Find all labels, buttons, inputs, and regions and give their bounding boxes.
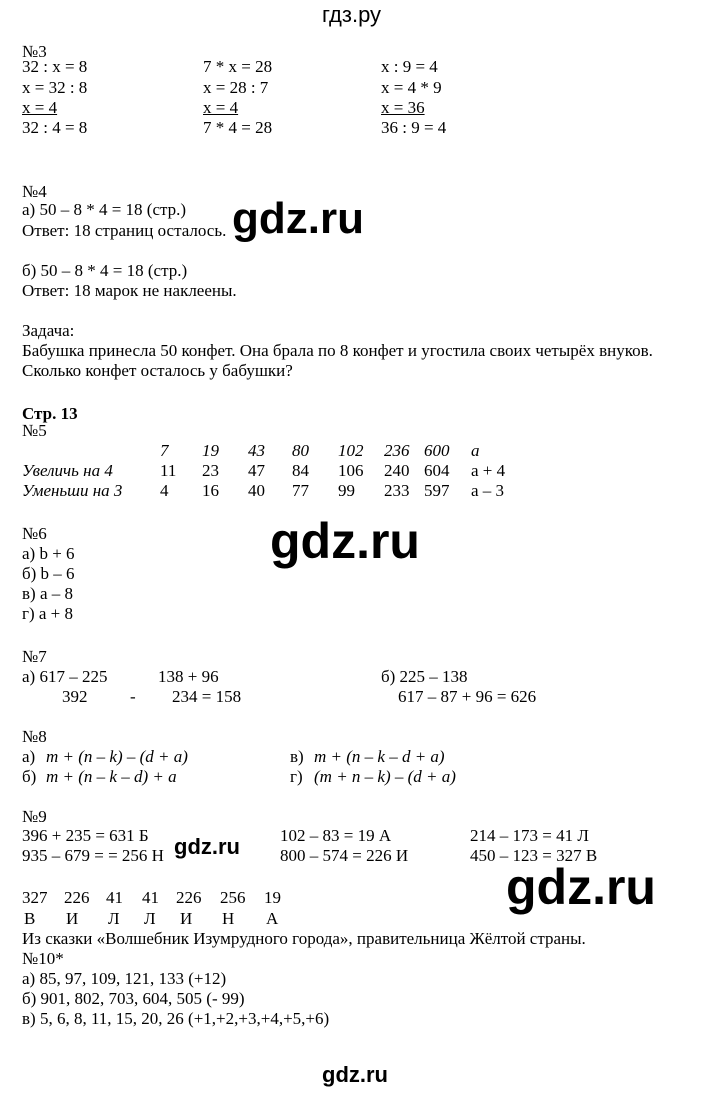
task5-cell: a – 3 xyxy=(471,481,505,500)
task10-c: в) 5, 6, 8, 11, 15, 20, 26 (+1,+2,+3,+4,+5,+6) xyxy=(22,1009,330,1028)
task9-r2c2: 800 – 574 = 226 И xyxy=(280,846,409,865)
task9-number: 226 xyxy=(176,888,202,907)
task8-d-expr: (m + n – k) – (d + a) xyxy=(314,767,456,786)
task8-b-expr: m + (n – k – d) + a xyxy=(46,767,177,786)
task5-cell: 23 xyxy=(202,461,219,480)
task5-title: №5 xyxy=(22,421,47,440)
task4-a-answer: Ответ: 18 страниц осталось. xyxy=(22,221,227,240)
task9-note: Из сказки «Волшебник Изумрудного города», правительница Жёлтой страны. xyxy=(22,929,586,948)
task9-letter: Л xyxy=(108,909,120,928)
task9-number: 256 xyxy=(220,888,246,907)
task10-a: а) 85, 97, 109, 121, 133 (+12) xyxy=(22,969,227,988)
task9-r1c3: 214 – 173 = 41 Л xyxy=(470,826,589,845)
task5-cell: 597 xyxy=(424,481,450,500)
task3-col3-line3: x = 36 xyxy=(381,98,425,117)
watermark-5: gdz.ru xyxy=(322,1062,388,1087)
task6-item: а) b + 6 xyxy=(22,544,75,563)
problem-line1: Бабушка принесла 50 конфет. Она брала по 8 конфет и угостила своих четырёх внуков. xyxy=(22,341,653,360)
task9-letter: В xyxy=(24,909,36,928)
task7-b1: б) 225 – 138 xyxy=(381,667,468,686)
task7-a5: 234 = 158 xyxy=(172,687,242,706)
task5-row-label: Увеличь на 4 xyxy=(22,461,113,480)
task8-b-label: б) xyxy=(22,767,37,786)
task5-header-cell: 80 xyxy=(292,441,309,460)
task5-cell: 47 xyxy=(248,461,265,480)
site-header: гдз.ру xyxy=(322,2,382,27)
task5-row-label: Уменьши на 3 xyxy=(22,481,123,500)
watermark-2: gdz.ru xyxy=(270,513,420,569)
task3-col3-line1: x : 9 = 4 xyxy=(381,57,438,76)
task9-letter: И xyxy=(180,909,193,928)
task7-a2: 138 + 96 xyxy=(158,667,219,686)
watermark-4: gdz.ru xyxy=(506,859,656,915)
task4-b: б) 50 – 8 * 4 = 18 (стр.) xyxy=(22,261,188,280)
task9-number: 41 xyxy=(142,888,159,907)
task6-title: №6 xyxy=(22,524,47,543)
task5-cell: 99 xyxy=(338,481,355,500)
task8-title: №8 xyxy=(22,727,47,746)
task9-number: 226 xyxy=(64,888,90,907)
task7-a3: 392 xyxy=(62,687,88,706)
task10-title: №10* xyxy=(22,949,64,968)
task6-item: б) b – 6 xyxy=(22,564,75,583)
task8-c-label: в) xyxy=(290,747,304,766)
task10-b: б) 901, 802, 703, 604, 505 (- 99) xyxy=(22,989,245,1008)
task5-header-cell: 102 xyxy=(338,441,364,460)
task3-title: №3 xyxy=(22,42,47,61)
task6-item: г) a + 8 xyxy=(22,604,74,623)
task9-number: 19 xyxy=(264,888,281,907)
task9-r2c3: 450 – 123 = 327 В xyxy=(470,846,598,865)
task4-b-answer: Ответ: 18 марок не наклеены. xyxy=(22,281,237,300)
task3-col1-line3: x = 4 xyxy=(22,98,58,117)
task8-a-label: а) xyxy=(22,747,36,766)
task9-number: 327 xyxy=(22,888,48,907)
task9-letter: А xyxy=(266,909,279,928)
task5-header-cell: 600 xyxy=(424,441,450,460)
task5-cell: 106 xyxy=(338,461,364,480)
task9-number: 41 xyxy=(106,888,123,907)
task9-letter: Н xyxy=(222,909,235,928)
task3-col2-line1: 7 * x = 28 xyxy=(203,57,273,76)
task5-cell: 16 xyxy=(202,481,219,500)
problem-label: Задача: xyxy=(22,321,75,340)
task3-col2-line4: 7 * 4 = 28 xyxy=(203,118,273,137)
task9-r2c1: 935 – 679 = = 256 Н xyxy=(22,846,164,865)
task6-item: в) a – 8 xyxy=(22,584,73,603)
task7-a1: а) 617 – 225 xyxy=(22,667,108,686)
task8-d-label: г) xyxy=(290,767,303,786)
task5-header-cell: 43 xyxy=(248,441,265,460)
problem-line2: Сколько конфет осталось у бабушки? xyxy=(22,361,293,380)
task5-header-cell: a xyxy=(471,441,480,460)
task3-col3-line2: x = 4 * 9 xyxy=(381,78,442,97)
task3-col3-line4: 36 : 9 = 4 xyxy=(381,118,447,137)
task7-a4: - xyxy=(130,687,136,706)
task5-header-cell: 7 xyxy=(160,441,169,460)
task7-title: №7 xyxy=(22,647,47,666)
task5-header-cell: 19 xyxy=(202,441,219,460)
task5-cell: 4 xyxy=(160,481,169,500)
task8-c-expr: m + (n – k – d + a) xyxy=(314,747,445,766)
task9-r1c1: 396 + 235 = 631 Б xyxy=(22,826,149,845)
task3-col2-line2: x = 28 : 7 xyxy=(203,78,269,97)
task5-header-cell: 236 xyxy=(384,441,410,460)
task5-cell: 604 xyxy=(424,461,450,480)
task5-cell: 240 xyxy=(384,461,410,480)
task9-title: №9 xyxy=(22,807,47,826)
task5-cell: 84 xyxy=(292,461,309,480)
task5-cell: 77 xyxy=(292,481,309,500)
task5-cell: 233 xyxy=(384,481,410,500)
task5-cell: a + 4 xyxy=(471,461,506,480)
task5-cell: 40 xyxy=(248,481,265,500)
task9-letter: Л xyxy=(144,909,156,928)
page-label: Стр. 13 xyxy=(22,404,78,423)
task5-cell: 11 xyxy=(160,461,177,480)
task9-r1c2: 102 – 83 = 19 А xyxy=(280,826,392,845)
task4-a: а) 50 – 8 * 4 = 18 (стр.) xyxy=(22,200,187,219)
task4-title: №4 xyxy=(22,182,47,201)
task3-col1-line4: 32 : 4 = 8 xyxy=(22,118,88,137)
task3-col1-line2: x = 32 : 8 xyxy=(22,78,88,97)
watermark-1: gdz.ru xyxy=(232,194,364,243)
task7-b2: 617 – 87 + 96 = 626 xyxy=(398,687,537,706)
task3-col2-line3: x = 4 xyxy=(203,98,239,117)
watermark-3: gdz.ru xyxy=(174,834,240,859)
task8-a-expr: m + (n – k) – (d + a) xyxy=(46,747,188,766)
task3-col1-line1: 32 : x = 8 xyxy=(22,57,88,76)
task9-letter: И xyxy=(66,909,79,928)
